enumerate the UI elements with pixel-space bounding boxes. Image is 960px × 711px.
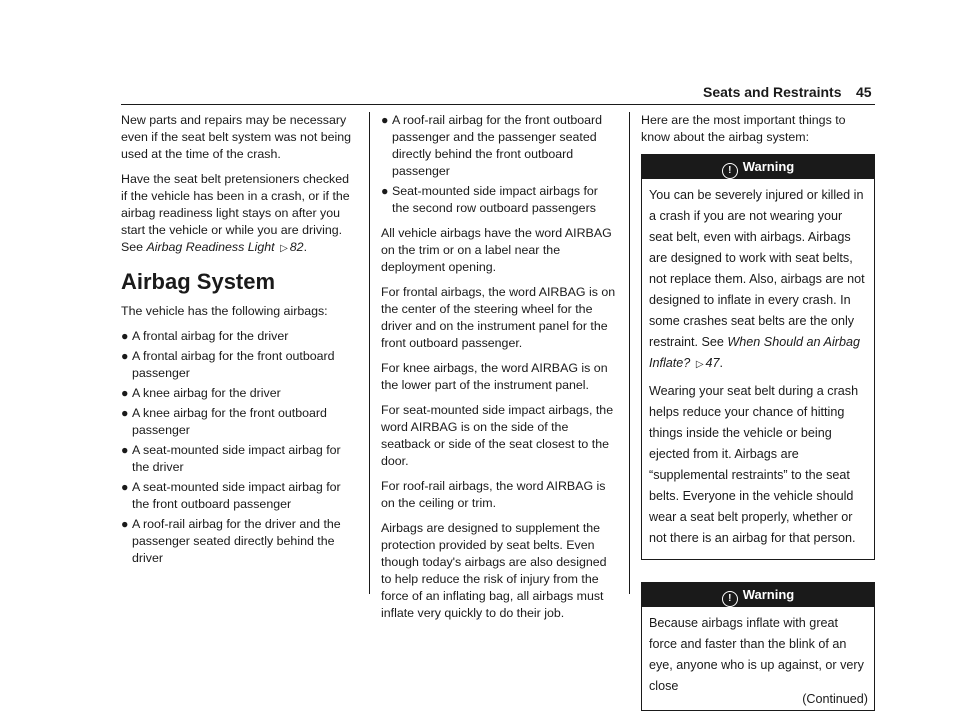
paragraph: For frontal airbags, the word AIRBAG is on the center of the steering wheel for the driver and on the instrument panel for the front outboard passenger.	[381, 285, 616, 350]
paragraph: Here are the most important things to know about the airbag system:	[641, 113, 846, 144]
paragraph: All vehicle airbags have the word AIRBAG on the trim or on a label near the deployment opening.	[381, 226, 612, 274]
page-reference-icon: ▷	[695, 359, 704, 370]
warning-paragraph: Wearing your seat belt during a crash helps reduce your chance of hitting things inside the vehicle or being ejected from it. Airbags are “supplemental restraints” to the seat belts. Everyone in the vehicle should wear a seat belt properly, whether or not there is an airbag for that person.	[649, 384, 859, 545]
list-item: ● A seat-mounted side impact airbag for the front outboard passenger	[121, 480, 341, 511]
list-item: ● A frontal airbag for the driver	[121, 329, 289, 343]
bullet-icon: ●	[121, 349, 129, 363]
paragraph: For seat-mounted side impact airbags, the word AIRBAG is on the side of the seatback or side of the seat closest to the door.	[381, 403, 614, 468]
cross-reference-page[interactable]: 82	[289, 240, 304, 254]
bullet-icon: ●	[121, 329, 129, 343]
column-1	[121, 112, 357, 570]
bullet-icon: ●	[121, 406, 129, 420]
column-divider	[629, 112, 630, 594]
cross-reference-link[interactable]: Airbag Readiness Light	[146, 240, 275, 254]
warning-paragraph: Because airbags inflate with great force and faster than the blink of an eye, anyone who is up against, or very close	[649, 616, 864, 693]
bullet-icon: ●	[381, 184, 389, 198]
airbag-list	[121, 328, 357, 567]
paragraph: For knee airbags, the word AIRBAG is on the lower part of the instrument panel.	[381, 361, 608, 392]
bullet-icon: ●	[381, 113, 389, 127]
list-item: ● A knee airbag for the front outboard passenger	[121, 406, 327, 437]
paragraph: Airbags are designed to supplement the protection provided by seat belts. Even though today's airbags are also designed to help reduce the risk of injury from the force of an inflating bag, all airbags must inflate very quickly to do their job.	[381, 521, 607, 620]
warning-paragraph: You can be severely injured or killed in a crash if you are not wearing your seat belt, even with airbags. Airbags are designed to work with seat belts, not replace them. Also, airbags are not designed to inflate in every crash. In some crashes seat belts are the only restraint. See When Should an Airbag Inflate? ▷ 47.	[649, 185, 868, 375]
section-heading: Airbag System	[121, 269, 276, 294]
continued-label: (Continued)	[802, 692, 868, 706]
warning-box	[641, 582, 875, 711]
warning-body	[642, 607, 874, 710]
warning-icon: !	[722, 163, 738, 179]
bullet-icon: ●	[121, 386, 129, 400]
airbag-list-continued	[381, 112, 617, 217]
cross-reference-link[interactable]: When Should an Airbag Inflate?	[649, 335, 860, 370]
warning-header: ! Warning	[642, 583, 874, 607]
running-header-section: Seats and Restraints	[703, 84, 842, 100]
column-divider	[369, 112, 370, 594]
column-2	[381, 112, 617, 630]
paragraph: New parts and repairs may be necessary even if the seat belt system was not being used at the time of the crash.	[121, 113, 352, 161]
paragraph: For roof-rail airbags, the word AIRBAG is on the ceiling or trim.	[381, 479, 606, 510]
warning-box	[641, 154, 875, 560]
list-item: ● Seat-mounted side impact airbags for the second row outboard passengers	[381, 184, 598, 215]
bullet-icon: ●	[121, 480, 129, 494]
list-item: ● A roof-rail airbag for the front outboard passenger and the passenger seated directly behind the front outboard passenger	[381, 113, 603, 178]
list-item: ● A seat-mounted side impact airbag for the driver	[121, 443, 341, 474]
page-reference-icon: ▷	[280, 243, 288, 254]
warning-icon: !	[722, 591, 738, 607]
warning-header: ! Warning	[642, 155, 874, 179]
bullet-icon: ●	[121, 443, 129, 457]
column-3	[641, 112, 875, 711]
header-rule	[121, 104, 875, 105]
list-item: ● A frontal airbag for the front outboard passenger	[121, 349, 335, 380]
paragraph: Have the seat belt pretensioners checked if the vehicle has been in a crash, or if the airbag readiness light stays on after you start the vehicle or while you are driving. See Airbag Readiness Light ▷ 82.	[121, 171, 357, 257]
cross-reference-page[interactable]: 47	[705, 356, 720, 370]
list-item: ● A knee airbag for the driver	[121, 386, 281, 400]
bullet-icon: ●	[121, 517, 129, 531]
warning-body	[642, 179, 874, 559]
paragraph: The vehicle has the following airbags:	[121, 304, 328, 318]
list-item: ● A roof-rail airbag for the driver and the passenger seated directly behind the driver	[121, 517, 341, 565]
page-number: 45	[856, 84, 872, 100]
